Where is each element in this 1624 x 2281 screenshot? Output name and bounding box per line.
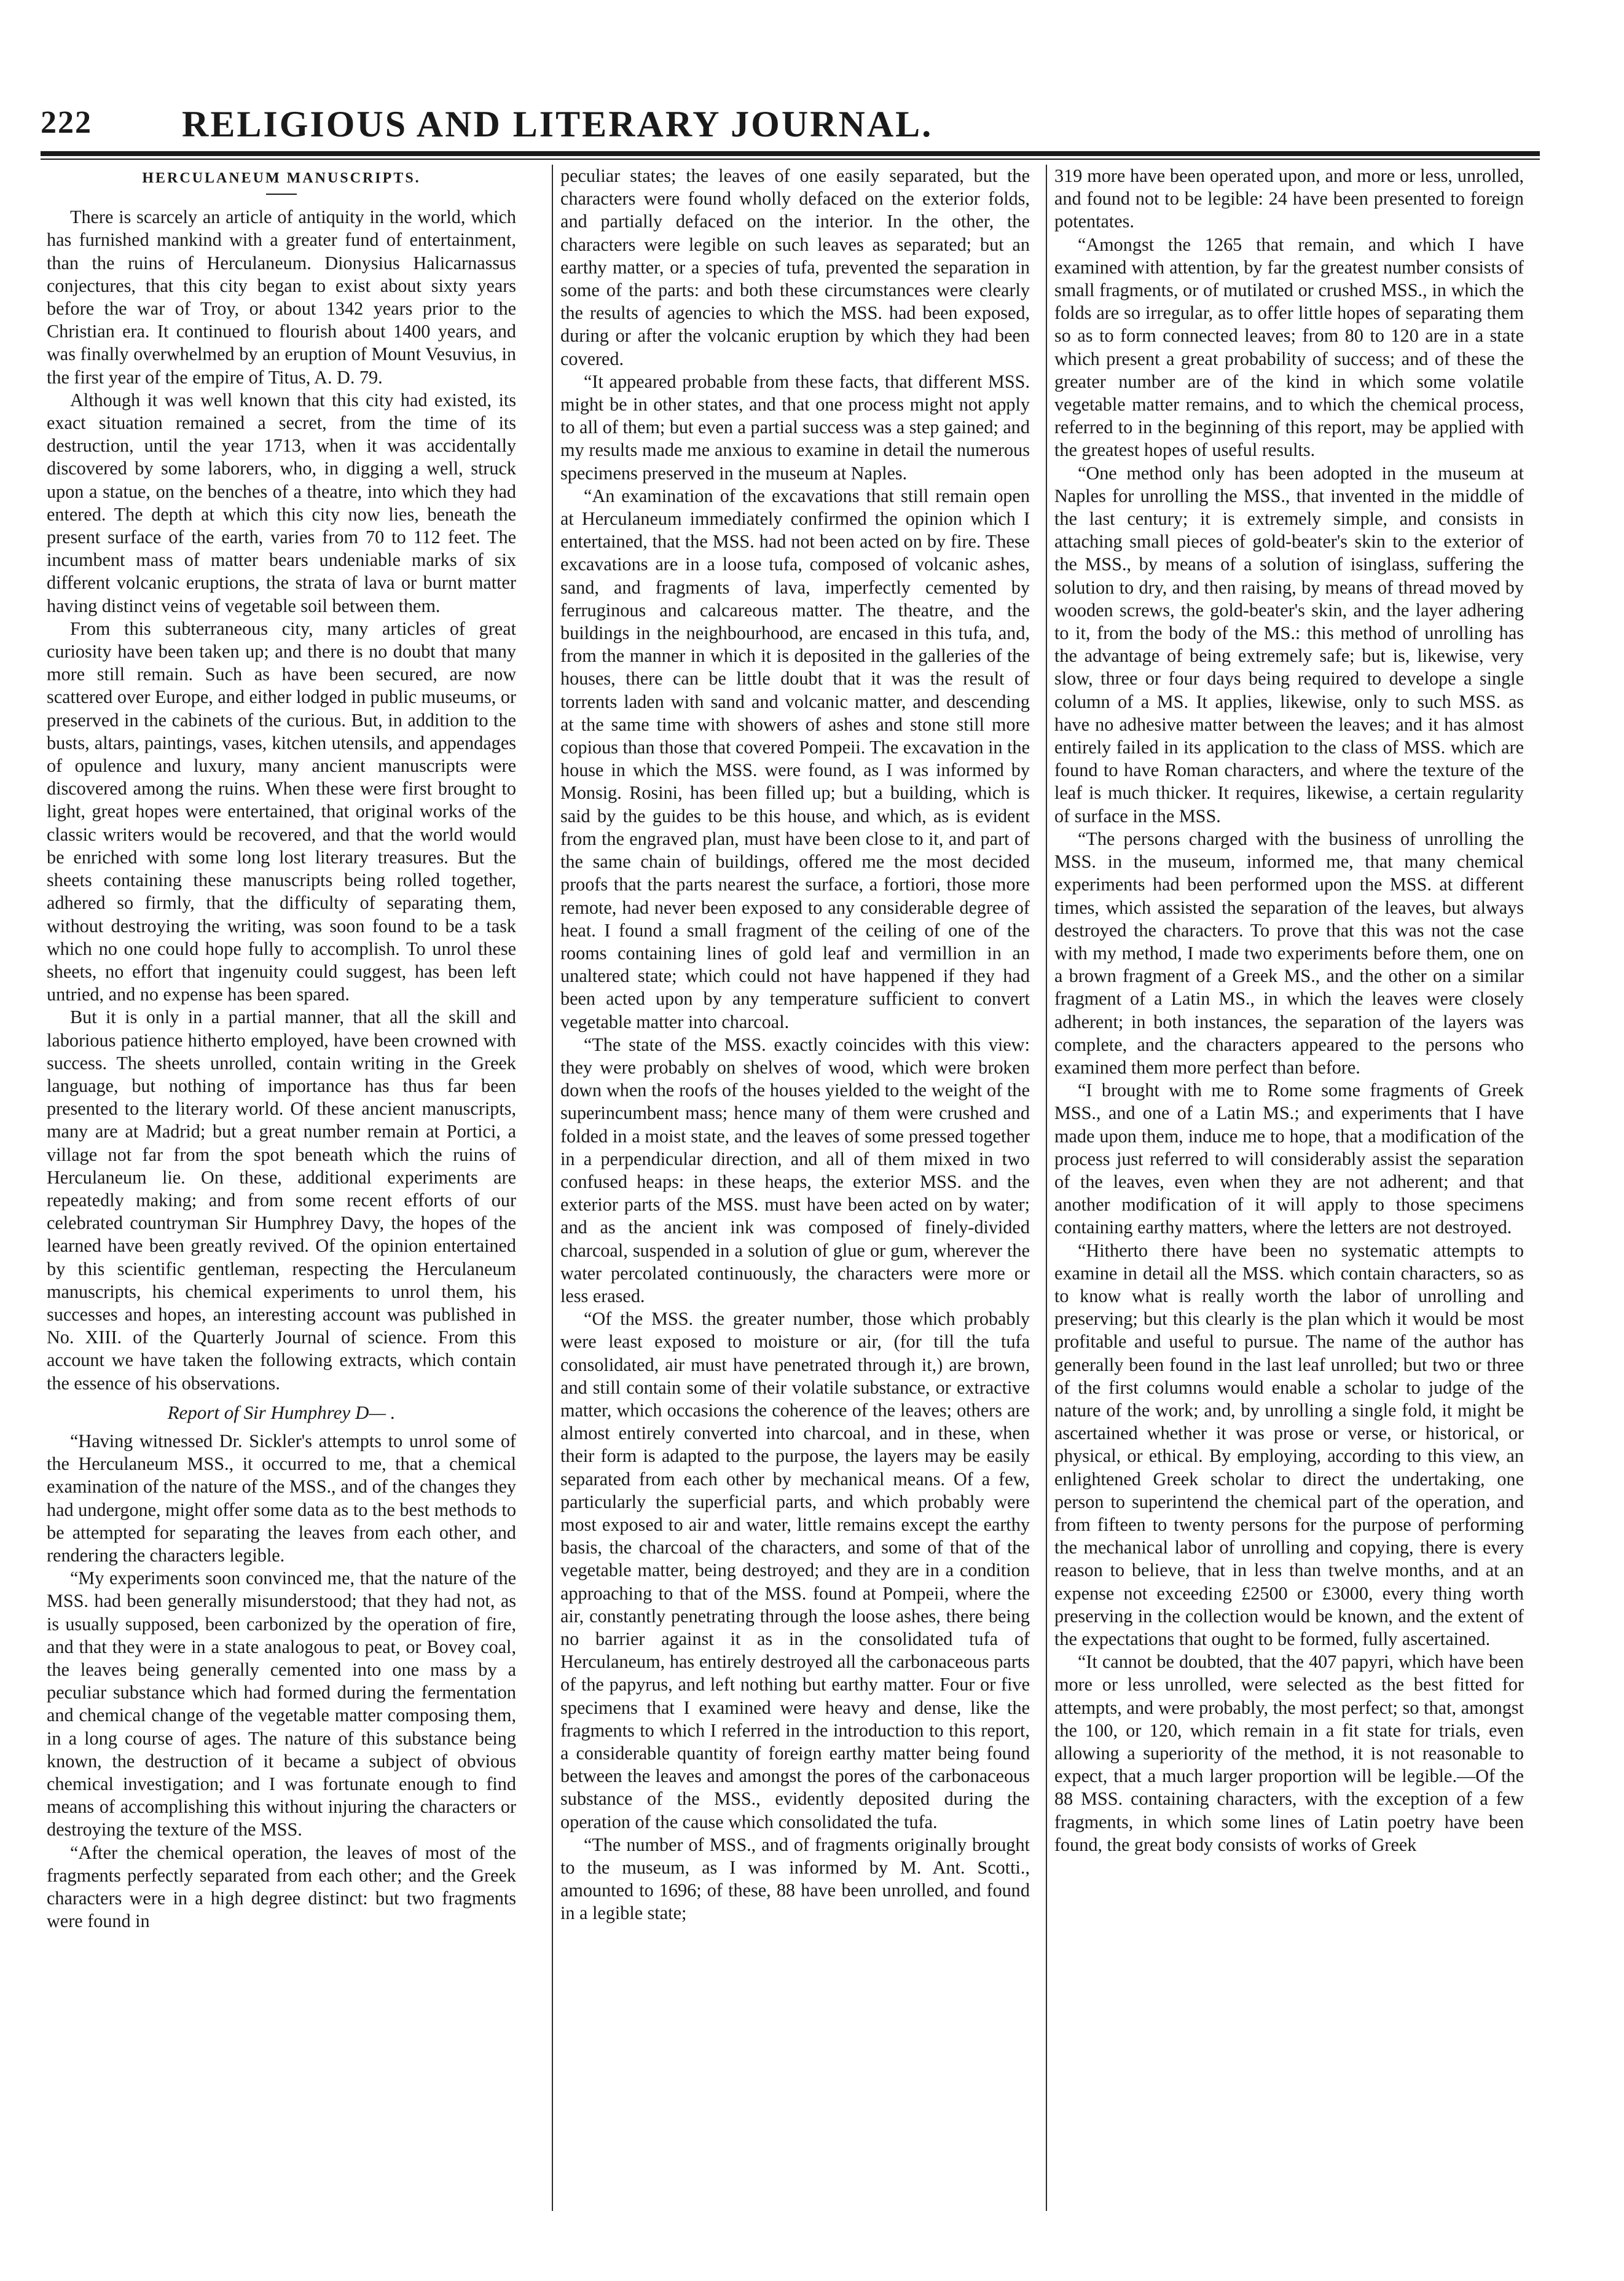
page-number: 222	[41, 105, 92, 140]
paragraph: “The persons charged with the business of unrolling the MSS. in the museum, informed me, that many chemical experiments had been performed upon the MSS. at different times, which assisted the separation of the leaves, but always destroyed the characters. To prove that this was not the case with my method, I made two experiments before them, one on a brown fragment of a Greek MS., and the other on a similar fragment of a Latin MS., in which the leaves were closely adherent; in both instances, the separation of the layers was complete, and the characters appeared to the persons who examined them more perfect than before.	[1054, 828, 1524, 1078]
report-heading: Report of Sir Humphrey D— .	[167, 1401, 396, 1423]
paragraph: “One method only has been adopted in the museum at Naples for unrolling the MSS., that invented in the middle of the last century; it is extremely simple, and consists in attaching small pieces of gold-beater's skin to the exterior of the MSS., by means of a solution of isinglass, suffering the solution to dry, and then raising, by means of thread moved by wooden screws, the gold-beater's skin, and the layer adhering to it, from the body of the MS.: this method of unrolling has the advantage of being extremely safe; but is, likewise, very slow, three or four days being required to develope a single column of a MS. It applies, likewise, only to such MSS. as have no adhesive matter between the leaves; and it has almost entirely failed in its application to the class of MSS. which are found to have Roman characters, and where the texture of the leaf is much thicker. It requires, likewise, a certain regularity of surface in the MSS.	[1054, 462, 1524, 826]
page-header	[41, 104, 1540, 147]
paragraph: “Having witnessed Dr. Sickler's attempts to unrol some of the Herculaneum MSS., it occurred to me, that a chemical examination of the nature of the MSS., and of the changes they had undergone, might offer some data as to the best methods to be attempted for separating the leaves from each other, and rendering the characters legible.	[47, 1430, 516, 1566]
paragraph: “An examination of the excavations that still remain open at Herculaneum immediately confirmed the opinion which I entertained, that the MSS. had not been acted on by fire. These excavations are in a loose tufa, composed of volcanic ashes, sand, and fragments of lava, imperfectly cemented by ferruginous and calcareous matter. The theatre, and the buildings in the neighbourhood, are encased in this tufa, and, from the manner in which it is deposited in the galleries of the houses, there can be little doubt that it was the result of torrents laden with sand and volcanic matter, and descending at the same time with showers of ashes and stone still more copious than those that covered Pompeii. The excavation in the house in which the MSS. were found, as I was informed by Monsig. Rosini, has been filled up; but a building, which is said by the guides to be this house, and which, as is evident from the engraved plan, must have been close to it, and part of the same chain of buildings, offered me the most decided proofs that the parts nearest the surface, a fortiori, those more remote, had never been exposed to any considerable degree of heat. I found a small fragment of the ceiling of one of the rooms containing lines of gold leaf and vermillion in an unaltered state; which could not have happened if they had been acted upon by any temperature sufficient to convert vegetable matter into charcoal.	[560, 485, 1030, 1032]
paragraph: peculiar states; the leaves of one easily separated, but the characters were found wholly defaced on the exterior folds, and partially defaced on the interior. In the other, the characters were legible on such leaves as separated; but an earthy matter, or a species of tufa, prevented the separation in some of the parts: and both these circumstances were clearly the results of agencies to which the MSS. had been exposed, during or after the volcanic eruption by which they had been covered.	[560, 165, 1030, 369]
paragraph: “I brought with me to Rome some fragments of Greek MSS., and one of a Latin MS.; and experiments that I have made upon them, induce me to hope, that a modification of the process just referred to will considerably assist the separation of the leaves, even when they are not adherent; and that another modification of it will apply to those specimens containing earthy matters, where the letters are not destroyed.	[1054, 1080, 1524, 1238]
column-2	[560, 165, 1030, 2211]
paragraph: 319 more have been operated upon, and more or less, unrolled, and found not to be legible: 24 have been presented to foreign potentates.	[1054, 165, 1524, 232]
paragraph: “After the chemical operation, the leaves of most of the fragments perfectly separated from each other; and the Greek characters were in a high degree distinct: but two fragments were found in	[47, 1842, 516, 1932]
section-heading: HERCULANEUM MANUSCRIPTS.	[142, 170, 421, 186]
paragraph: Although it was well known that this city had existed, its exact situation remained a secret, from the time of its destruction, until the year 1713, when it was accidentally discovered by some laborers, who, in digging a well, struck upon a statue, on the benches of a theatre, into which they had entered. The depth at which this city now lies, beneath the present surface of the earth, varies from 70 to 112 feet. The incumbent mass of matter bears undeniable marks of six different volcanic eruptions, the strata of lava or burnt matter having distinct veins of vegetable soil between them.	[47, 389, 516, 616]
paragraph: “My experiments soon convinced me, that the nature of the MSS. had been generally misunderstood; that they had not, as is usually supposed, been carbonized by the operation of fire, and that they were in a state analogous to peat, or Bovey coal, the leaves being generally cemented into one mass by a peculiar substance which had formed during the fermentation and chemical change of the vegetable matter composing them, in a long course of ages. The nature of this substance being known, the destruction of it became a subject of obvious chemical investigation; and I was fortunate enough to find means of accomplishing this without injuring the characters or destroying the texture of the MSS.	[47, 1568, 516, 1840]
paragraph: “The number of MSS., and of fragments originally brought to the museum, as I was informed by M. Ant. Scotti., amounted to 1696; of these, 88 have been unrolled, and found in a legible state;	[560, 1834, 1030, 1924]
paragraph: “It cannot be doubted, that the 407 papyri, which have been more or less unrolled, were selected as the best fitted for attempts, and were probably, the most perfect; so that, amongst the 100, or 120, which remain in a fit state for trials, even allowing a superiority of the method, it is not reasonable to expect, that a much larger proportion will be legible.—Of the 88 MSS. containing characters, with the exception of a few fragments, in which some lines of Latin poetry have been found, the great body consists of works of Greek	[1054, 1651, 1524, 1855]
paragraph: But it is only in a partial manner, that all the skill and laborious patience hitherto employed, have been crowned with success. The sheets unrolled, contain writing in the Greek language, but nothing of importance has thus far been presented to the literary world. Of these ancient manuscripts, many are at Madrid; but a great number remain at Portici, a village not far from the spot beneath which the ruins of Herculaneum lie. On these, additional experiments are repeatedly making; and from some recent efforts of our celebrated countryman Sir Humphrey Davy, the hopes of the learned have been greatly revived. Of the opinion entertained by this scientific gentleman, respecting the Herculaneum manuscripts, his chemical experiments to unrol them, his successes and hopes, an interesting account was published in No. XIII. of the Quarterly Journal of science. From this account we have taken the following extracts, which contain the essence of his observations.	[47, 1007, 516, 1394]
paragraph: “The state of the MSS. exactly coincides with this view: they were probably on shelves of wood, which were broken down when the roofs of the houses yielded to the weight of the superincumbent mass; hence many of them were crushed and folded in a moist state, and the leaves of some pressed together in a perpendicular direction, and all of them mixed in two confused heaps: in these heaps, the exterior MSS. and the exterior parts of the MSS. must have been acted on by water; and as the ancient ink was composed of finely-divided charcoal, suspended in a solution of glue or gum, wherever the water percolated continuously, the characters were more or less erased.	[560, 1034, 1030, 1306]
paragraph: There is scarcely an article of antiquity in the world, which has furnished mankind with a greater fund of entertainment, than the ruins of Herculaneum. Dionysius Halicarnassus conjectures, that this city began to exist about sixty years before the war of Troy, or about 1342 years prior to the Christian era. It continued to flourish about 1400 years, and was finally overwhelmed by an eruption of Mount Vesuvius, in the first year of the empire of Titus, A. D. 79.	[47, 206, 516, 388]
heading-rule	[266, 194, 297, 195]
column-3	[1054, 165, 1524, 2211]
header-rule	[41, 151, 1540, 156]
paragraph: “Amongst the 1265 that remain, and which I have examined with attention, by far the greatest number consists of small fragments, or of mutilated or crushed MSS., in which the folds are so irregular, as to offer little hopes of separating them so as to form connected leaves; from 80 to 120 are in a state which present a great probability of success; and of these the greater number are of the kind in which some volatile vegetable matter remains, and to which the chemical process, referred to in the beginning of this report, may be applied with the greatest hopes of useful results.	[1054, 234, 1524, 461]
header-rule-thin	[41, 159, 1540, 160]
column-divider	[1046, 165, 1047, 2211]
paragraph: “Of the MSS. the greater number, those which probably were least exposed to moisture or air, (for till the tufa consolidated, air must have penetrated through it,) are brown, and still contain some of their volatile substance, or extractive matter, which occasions the coherence of the leaves; others are almost entirely converted into charcoal, and in these, when their form is adapted to the purpose, the layers may be easily separated from each other by mechanical means. Of a few, particularly the superficial parts, and which probably were most exposed to air and water, little remains except the earthy basis, the charcoal of the characters, and some of that of the vegetable matter, being destroyed; and they are in a condition approaching to that of the MSS. found at Pompeii, where the air, constantly penetrating through the loose ashes, there being no barrier against it as in the consolidated tufa of Herculaneum, has entirely destroyed all the carbonaceous parts of the papyrus, and left nothing but earthy matter. Four or five specimens that I examined were heavy and dense, like the fragments to which I referred in the introduction to this report, a considerable quantity of foreign earthy matter being found between the leaves and amongst the pores of the carbonaceous substance of the MSS., evidently deposited during the operation of the cause which consolidated the tufa.	[560, 1308, 1030, 1832]
running-title: RELIGIOUS AND LITERARY JOURNAL.	[182, 104, 933, 144]
column-divider	[552, 165, 553, 2211]
paragraph: From this subterraneous city, many articles of great curiosity have been taken up; and there is no doubt that many more still remain. Such as have been secured, are now scattered over Europe, and either lodged in public museums, or preserved in the cabinets of the curious. But, in addition to the busts, altars, paintings, vases, kitchen utensils, and appendages of opulence and luxury, many ancient manuscripts were discovered among the ruins. When these were first brought to light, great hopes were entertained, that original works of the classic writers would be recovered, and that the world would be enriched with some long lost literary treasures. But the sheets containing these manuscripts being rolled together, adhered so firmly, that the difficulty of separating them, without destroying the writing, was soon found to be a task which no one could hope fully to accomplish. To unrol these sheets, no effort that ingenuity could suggest, has been left untried, and no expense has been spared.	[47, 618, 516, 1005]
column-1	[47, 165, 516, 2211]
paragraph: “It appeared probable from these facts, that different MSS. might be in other states, and that one process might not apply to all of them; but even a partial success was a step gained; and my results made me anxious to examine in detail the numerous specimens preserved in the museum at Naples.	[560, 371, 1030, 484]
paragraph: “Hitherto there have been no systematic attempts to examine in detail all the MSS. which contain characters, so as to know what is really worth the labor of unrolling and preserving; but this clearly is the plan which it would be most profitable and useful to pursue. The name of the author has generally been found in the last leaf unrolled; but two or three of the first columns would enable a scholar to judge of the nature of the work; and, by unrolling a single fold, it might be ascertained whether it was prose or verse, or historical, or physical, or ethical. By employing, according to this view, an enlightened Greek scholar to direct the undertaking, one person to superintend the chemical part of the operation, and from fifteen to twenty persons for the purpose of performing the mechanical labor of unrolling and copying, there is every reason to believe, that in less than twelve months, and at an expense not exceeding £2500 or £3000, every thing worth preserving in the collection would be known, and the extent of the expectations that ought to be formed, fully ascertained.	[1054, 1239, 1524, 1649]
